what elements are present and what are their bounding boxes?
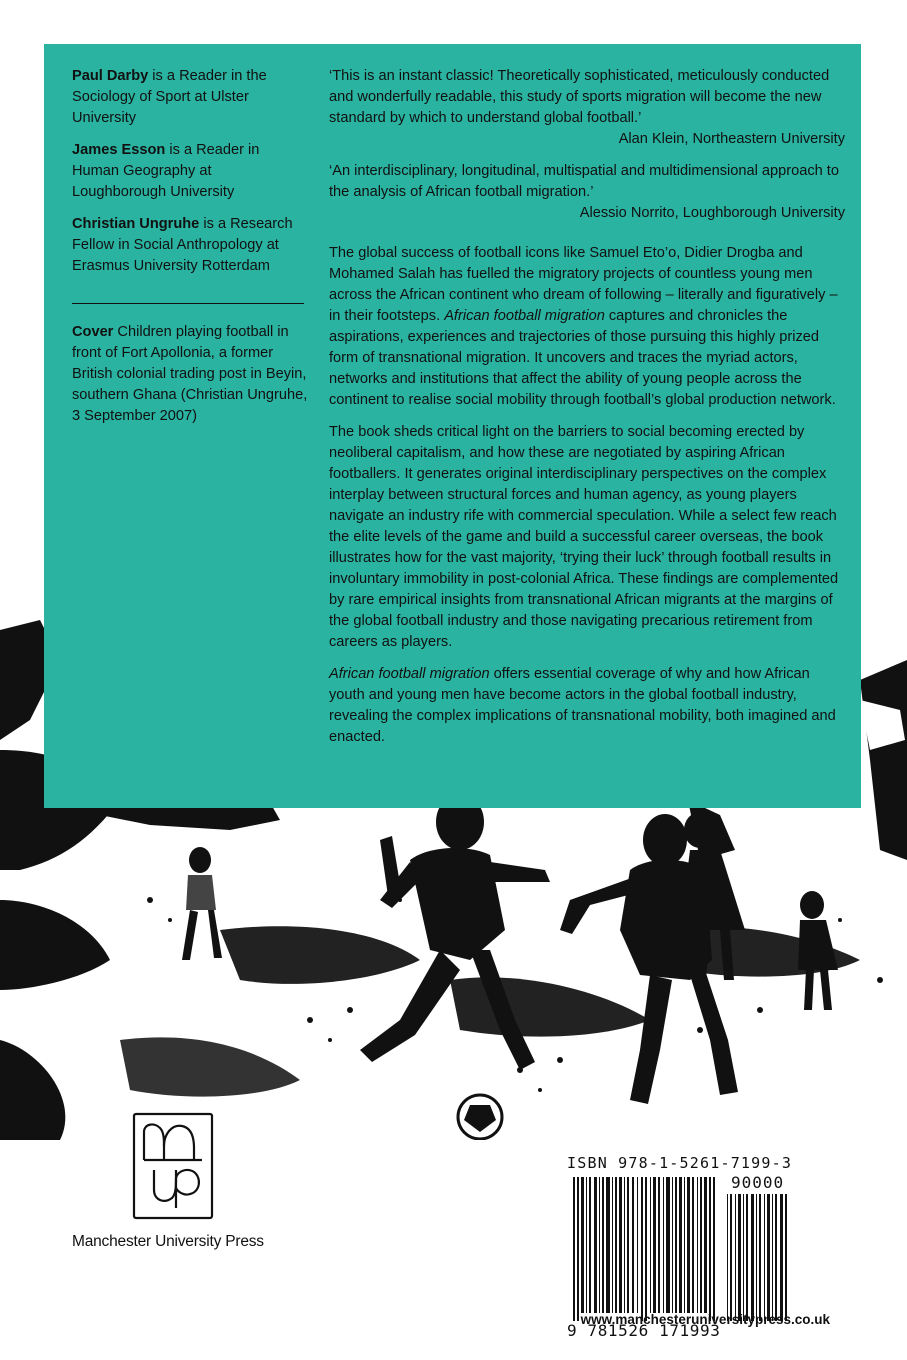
addon-barcode-bars — [727, 1194, 789, 1321]
bio-christian-ungruhe: Christian Ungruhe is a Research Fellow in Social Anthropology at Erasmus University Rotterdam — [72, 216, 293, 274]
divider — [72, 303, 304, 304]
cover-note: Cover Children playing football in front of Fort Apollonia, a former British colonial trading post in Beyin, southern Ghana (Christian Ungruhe, 3 September 2007) — [72, 324, 308, 424]
book-description — [329, 243, 845, 748]
endorsement-quote: ‘An interdisciplinary, longitudinal, multispatial and multidimensional approach to the analysis of African football migration.’ Alessio Norrito, Loughborough University — [329, 161, 845, 224]
mup-logo-icon — [132, 1112, 214, 1220]
isbn-label: ISBN 978-1-5261-7199-3 — [567, 1154, 793, 1172]
barcode-bars — [573, 1177, 723, 1321]
bio-paul-darby: Paul Darby is a Reader in the Sociology of Sport at Ulster University — [72, 68, 267, 126]
publisher-website: www.manchesteruniversitypress.co.uk — [580, 1312, 830, 1327]
author-column — [72, 66, 308, 438]
blurb-column — [329, 66, 845, 759]
description-paragraph: The book sheds critical light on the barriers to social becoming erected by neoliberal capitalism, and how these are negotiated by aspiring African footballers. It generates original interdisciplinary perspectives on the complex interplay between structural forces and human agency, as young players navigate an industry rife with commercial speculation. While a select few reach the elite levels of the game and build a successful career overseas, the book illustrates how for the vast majority, ‘trying their luck’ through football results in involuntary immobility in post-colonial Africa. These findings are complemented by rare empirical insights from transnational African migrants at the margins of the global football industry and those navigating precarious retirement from careers as players. — [329, 424, 839, 650]
endorsement-author: Alessio Norrito, Loughborough University — [579, 205, 845, 221]
text-panel — [44, 44, 861, 808]
bio-james-esson: James Esson is a Reader in Human Geography at Loughborough University — [72, 142, 260, 200]
description-paragraph: African football migration offers essential coverage of why and how African youth and young men have become actors in the global football industry, revealing the complex implications of transnational mobility, both imagined and enacted. — [329, 666, 836, 745]
endorsement-author: Alan Klein, Northeastern University — [618, 131, 845, 147]
publisher-name: Manchester University Press — [72, 1233, 264, 1250]
description-paragraph: The global success of football icons like Samuel Eto’o, Didier Drogba and Mohamed Salah has fuelled the migratory projects of countless young men across the African continent who dream of following – literally and figuratively – in their footsteps. African football migration captures and chronicles the aspirations, experiences and trajectories of those pursuing this highly prized form of transnational migration. It uncovers and traces the myriad actors, networks and institutions that affect the ability of young people across the continent to realise social mobility through football’s global production network. — [329, 245, 838, 408]
isbn-digits: 9 781526 171993 — [567, 1321, 721, 1340]
endorsement-quote: ‘This is an instant classic! Theoretically sophisticated, meticulously conducted and wonderfully readable, this study of sports migration will become the new standard by which to understand global football.’ Alan Klein, Northeastern University — [329, 66, 845, 150]
price-code: 90000 — [731, 1173, 785, 1192]
